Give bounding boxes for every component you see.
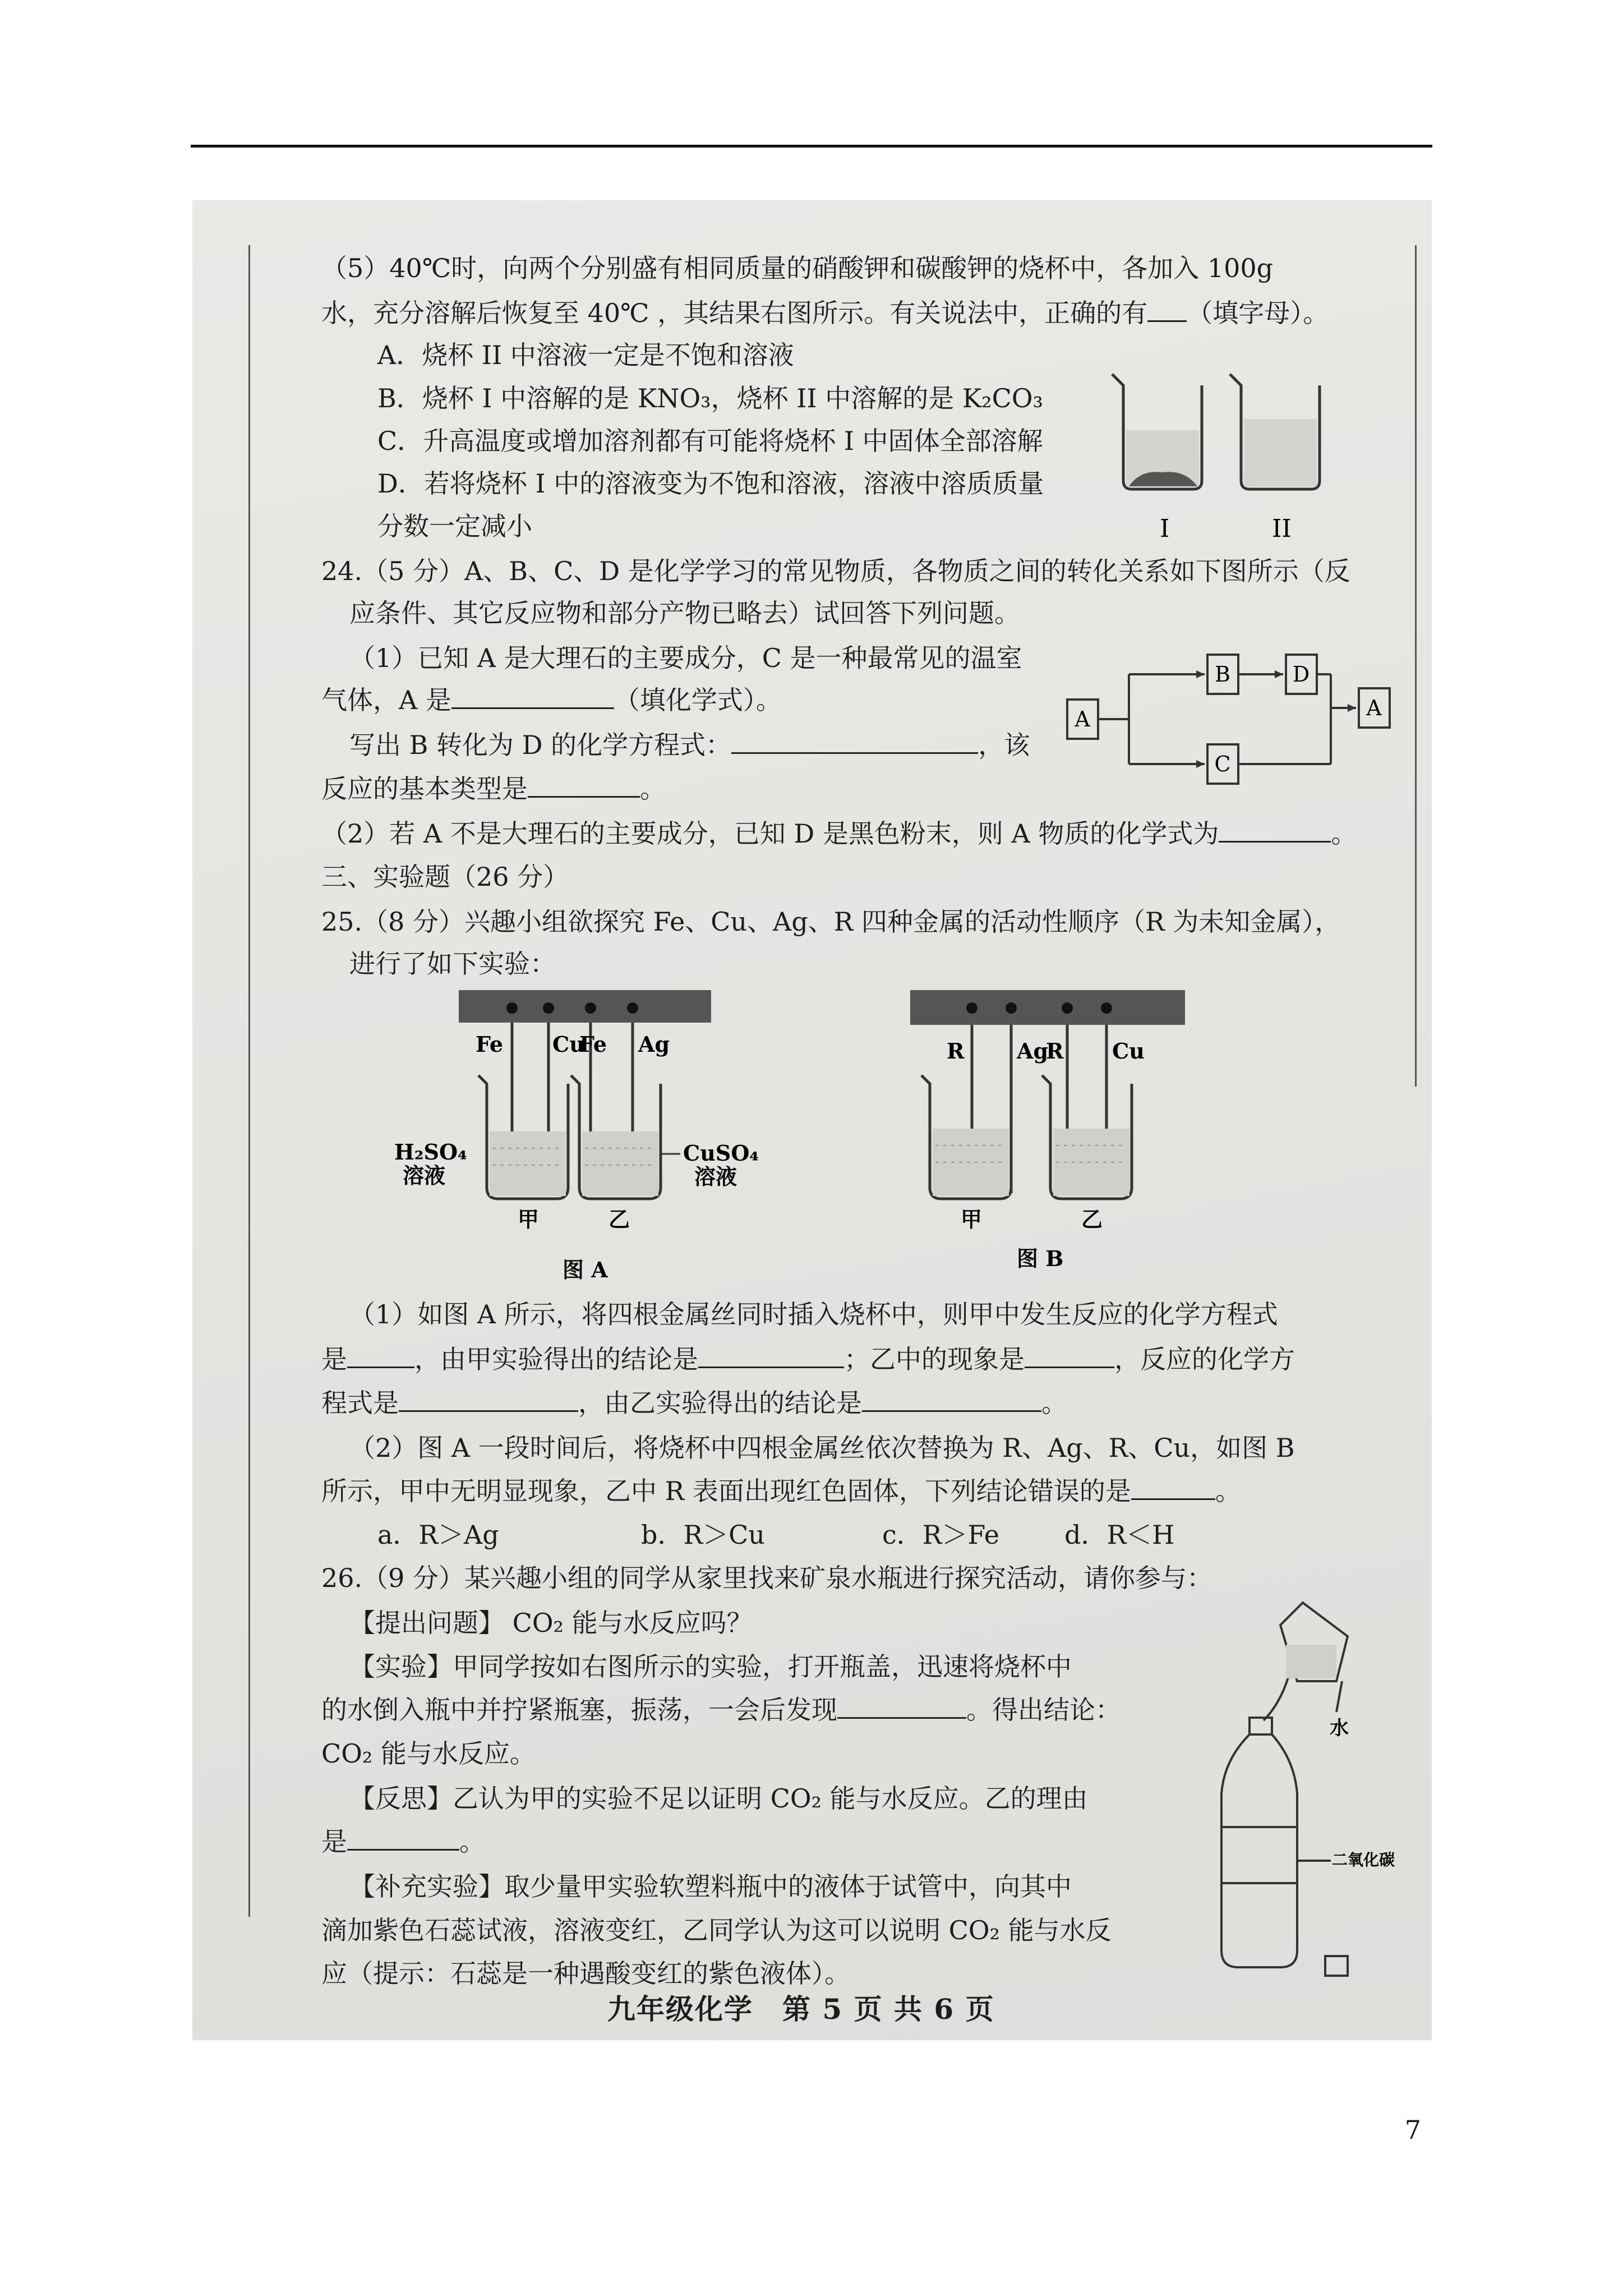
beaker-I [1112,374,1202,489]
q26-exp-line2a: 的水倒入瓶中并拧紧瓶塞，振荡，一会后发现 [321,1695,837,1725]
header-rule [191,145,1432,148]
right-margin-line [1415,245,1417,1087]
q24-p1-line4a: 反应的基本类型是 [321,774,528,804]
node-A-end: A [1366,696,1382,720]
q26-refl-line2 [321,1824,485,1859]
q25-conclusion1-blank [698,1342,844,1368]
figB-caption: 图 B [1017,1246,1064,1271]
q25-p2-line2 [321,1474,1241,1508]
q25-p1-line2 [321,1342,1295,1377]
q26-exp-line3: CO₂ 能与水反应。 [321,1738,536,1769]
q24-p1-line1: （1）已知 A 是大理石的主要成分，C 是一种最常见的温室 [349,643,1022,673]
q26-phenomenon-blank [837,1692,966,1719]
q25-p1-line2b: ，由甲实验得出的结论是 [414,1344,698,1374]
beaker-II [1230,374,1320,489]
figA-label-cu: Cu [552,1032,585,1057]
q25-p1-line2a: 是 [321,1344,347,1374]
q24-line2: 应条件、其它反应物和部分产物已略去）试回答下列问题。 [349,598,1020,628]
q24-reaction-type-blank [528,771,640,798]
q26-refl-line2a: 是 [321,1826,347,1857]
section3-title: 三、实验题（26 分） [321,862,569,892]
q26-refl-line2b: 。 [459,1826,485,1857]
q25-p1-line3a: 程式是 [321,1388,399,1418]
q25-option-c: c．R＞Fe [882,1520,1000,1550]
q25-p1-line1: （1）如图 A 所示，将四根金属丝同时插入烧杯中，则甲中发生反应的化学方程式 [349,1299,1278,1329]
figure-B [899,980,1303,1283]
beaker-II-label: II [1272,514,1292,543]
q24-p2 [321,816,1357,851]
exam-footer: 九年级化学 第 5 页 共 6 页 [607,1993,995,2026]
q23-option-d1: D．若将烧杯 I 中的溶液变为不饱和溶液，溶液中溶质质量 [377,468,1044,499]
q25-p1-line3c: 。 [1041,1388,1067,1418]
label-water: 水 [1330,1717,1349,1740]
figB-label-ag: Ag [1017,1038,1049,1064]
figA-label-jia: 甲 [518,1207,540,1232]
node-D: D [1292,662,1310,687]
q23-option-c: C．升高温度或增加溶剂都有可能将烧杯 I 中固体全部溶解 [377,426,1043,456]
q25-option-a: a．R＞Ag [377,1520,499,1550]
q24-p1-line2a: 气体，A 是 [321,685,451,715]
q24-p1-line3a: 写出 B 转化为 D 的化学方程式： [349,730,732,760]
left-margin-line [248,245,250,1917]
q23-line2b: （填字母）。 [1187,298,1329,328]
figB-label-r1: R [947,1038,965,1064]
figA-label-h2so4-b: 溶液 [403,1163,446,1188]
q24-p2-blank [1219,816,1331,843]
q23-line1: （5）40℃时，向两个分别盛有相同质量的硝酸钾和碳酸钾的烧杯中，各加入 100g [321,253,1274,283]
figA-label-yi: 乙 [608,1207,630,1232]
conversion-diagram [1062,638,1398,806]
q25-p2-line2b: 。 [1215,1476,1241,1506]
q25-p1-line3b: ，由乙实验得出的结论是 [578,1388,862,1418]
node-A-start: A [1075,707,1090,731]
q25-option-d: d．R＜H [1064,1520,1175,1550]
q25-equation1-blank [347,1342,414,1368]
q23-line2 [321,296,1329,330]
figB-label-jia: 甲 [961,1207,983,1232]
q26-exp-line1: 【实验】甲同学按如右图所示的实验，打开瓶盖，迅速将烧杯中 [349,1651,1072,1682]
q25-option-b: b．R＞Cu [641,1520,765,1550]
q24-p1-line4 [321,771,666,806]
q24-p1-line4b: 。 [640,774,666,804]
q25-phenomenon-blank [1025,1342,1114,1368]
q23-answer-blank [1147,296,1187,322]
figA-label-fe2: Fe [579,1032,607,1057]
q25-conclusion2-blank [862,1386,1041,1412]
q24-p1-line3 [349,728,1030,762]
figB-label-r2: R [1046,1038,1064,1064]
q24-a-formula-blank [451,683,614,709]
q24-p2a: （2）若 A 不是大理石的主要成分，已知 D 是黑色粉末，则 A 物质的化学式为 [321,818,1219,849]
figA-label-ag: Ag [638,1032,670,1057]
figA-label-fe1: Fe [476,1032,504,1057]
q23-option-a: A．烧杯 II 中溶液一定是不饱和溶液 [377,340,794,370]
q24-equation-blank [731,728,978,754]
q26-question: 【提出问题】 CO₂ 能与水反应吗？ [349,1608,753,1638]
q26-refl-line1: 【反思】乙认为甲的实验不足以证明 CO₂ 能与水反应。乙的理由 [349,1783,1088,1814]
q23-option-b: B．烧杯 I 中溶解的是 KNO₃，烧杯 II 中溶解的是 K₂CO₃ [377,383,1043,413]
beaker-I-label: I [1160,514,1170,543]
q24-p1-line2b: （填化学式）。 [614,685,782,715]
node-C: C [1214,752,1231,776]
bottle-figure [1196,1591,1395,1995]
q25-line2: 进行了如下实验： [349,949,556,979]
q23-line2a: 水，充分溶解后恢复至 40℃ ，其结果右图所示。有关说法中，正确的有 [321,298,1148,328]
q25-p1-line3 [321,1386,1067,1420]
q26-exp-line2 [321,1692,1121,1727]
figA-label-cuso4: CuSO₄ [683,1140,759,1166]
q26-sup-line3: 应（提示：石蕊是一种遇酸变红的紫色液体）。 [321,1958,850,1989]
q24-p2b: 。 [1331,818,1357,849]
figB-label-cu: Cu [1112,1038,1145,1064]
q23-option-d2: 分数一定减小 [377,511,532,541]
figA-label-cuso4-b: 溶液 [694,1164,737,1189]
figA-label-h2so4: H₂SO₄ [394,1139,467,1165]
q25-p2-line1: （2）图 A 一段时间后，将烧杯中四根金属丝依次替换为 R、Ag、R、Cu，如图 B [349,1433,1295,1463]
q25-p1-line2d: ，反应的化学方 [1114,1344,1295,1374]
q25-p1-line2c: ；乙中的现象是 [844,1344,1025,1374]
q24-p1-line2 [321,683,782,717]
q26-sup-line1: 【补充实验】取少量甲实验软塑料瓶中的液体于试管中，向其中 [349,1871,1072,1902]
q26-reason-blank [347,1824,459,1851]
node-B: B [1215,662,1230,687]
figure-A [377,986,882,1289]
q24-line1: 24.（5 分）A、B、C、D 是化学学习的常见物质，各物质之间的转化关系如下图所示（反 [321,556,1350,586]
page-number: 7 [1404,2115,1421,2145]
q25-line1: 25.（8 分）兴趣小组欲探究 Fe、Cu、Ag、R 四种金属的活动性顺序（R 为未知金属）， [321,907,1341,937]
q24-p1-line3b: ，该 [978,730,1030,760]
q26-line1: 26.（9 分）某兴趣小组的同学从家里找来矿泉水瓶进行探究活动，请你参与： [321,1563,1213,1593]
q25-equation2-blank [399,1386,578,1412]
q25-p2-blank [1131,1474,1215,1500]
q26-exp-line2b: 。得出结论： [966,1695,1121,1725]
label-co2: 二氧化碳 [1332,1851,1395,1869]
q25-p2-line2a: 所示，甲中无明显现象，乙中 R 表面出现红色固体，下列结论错误的是 [321,1476,1131,1506]
q26-sup-line2: 滴加紫色石蕊试液，溶液变红，乙同学认为这可以说明 CO₂ 能与水反 [321,1915,1112,1945]
figA-caption: 图 A [562,1257,608,1282]
figB-label-yi: 乙 [1081,1207,1103,1232]
exam-page-photo [192,200,1432,2040]
